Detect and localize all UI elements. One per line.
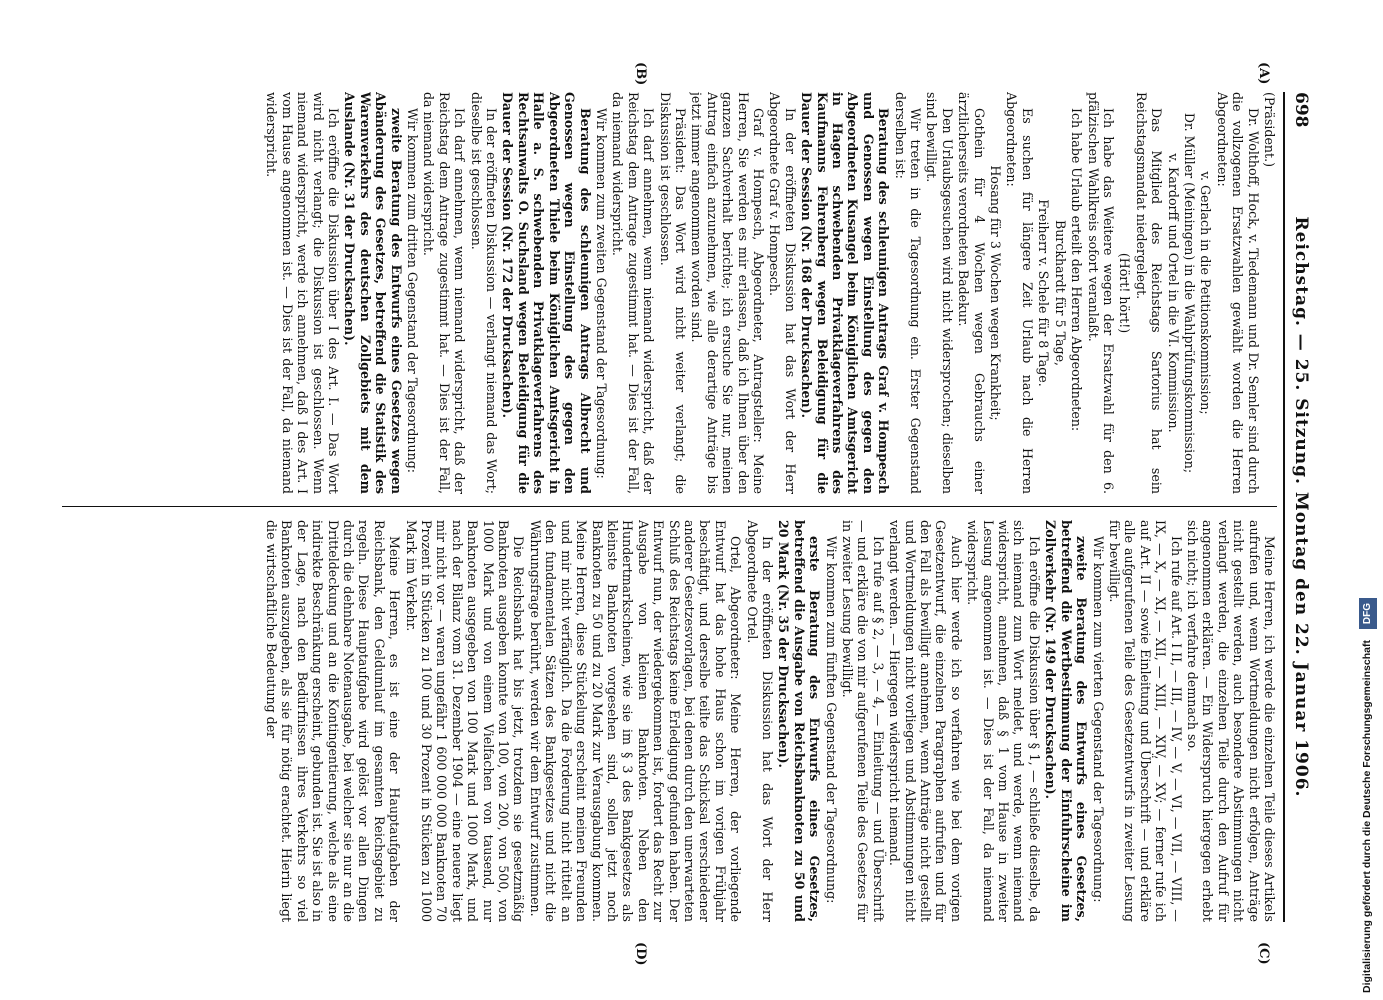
credit-text: Digitalisierung gefördert durch die Deutsche Forschungsgemeinschaft — [1361, 640, 1373, 993]
left-column — [57, 92, 1277, 494]
margin-marker-d: (D) — [633, 942, 648, 966]
paragraph: In der eröffneten Diskussion hat das Wort der Herr Abgeordnete Ortel. — [744, 520, 775, 922]
page-content — [51, 92, 1311, 922]
paragraph: Ich eröffne die Diskussion über I des Art. I. — Das Wort wird nicht verlangt; die Diskussion ist geschlossen. Wenn niemand widerspricht, werde ich annehmen, daß I des Art. I vom Hause angenommen ist. — Dies ist der Fall, da niemand widerspricht. — [264, 92, 342, 494]
paragraph: Ich habe Urlaub erteilt den Herren Abgeordneten: — [1069, 108, 1085, 432]
margin-marker-a: (A) — [1256, 62, 1271, 85]
paragraph: Wir kommen zum fünften Gegenstand der Tagesordnung: — [823, 536, 839, 904]
paragraph: Dr. Müller (Meiningen) in die Wahlprüfungskommission; — [1181, 112, 1197, 474]
page-number: 698 — [1291, 92, 1311, 128]
paragraph: Dr. Wolthoff, Hock, v. Tiedemann und Dr. Semler sind durch die vollzogenen Ersatzwahlen gewählt worden die Herren Abgeordneten: — [1214, 92, 1261, 494]
paragraph: Das Mitglied des Reichstags Sartorius hat sein Reichstagsmandat niedergelegt. — [1133, 92, 1165, 494]
paragraph: Es suchen für längere Zeit Urlaub nach die Herren Abgeordneten: — [1004, 92, 1035, 494]
paragraph: Hosang für 3 Wochen wegen Krankheit; — [988, 165, 1004, 421]
paragraph: Ich rufe auf Art. I II, — III, — IV, — V, — VI, — VII, — VIII, — IX, — X, — XI, — XII, — XIII, — XIV, — XV; — ferner rufe ich auf Art. II — sowie Einleitung und Überschrift — und erkläre alle aufgerufenen Teile des Gesetzentwurfs in zweiter Lesung für bewilligt. — [1106, 520, 1184, 922]
header-rule — [1283, 92, 1285, 922]
speech: Graf v. Hompesch, Abgeordneter, Antragsteller: Meine Herren, Sie werden es mir erlassen, daß ich Ihnen über den ganzen Sachverhalt berichte; ich ersuche Sie nur, meinen Antrag einfach anzunehmen, wie alle derartige Anträge bis jetzt immer angenommen worden sind. — [689, 92, 766, 494]
paragraph: Meine Herren, ich werde die einzelnen Teile dieses Artikels aufrufen und, wenn Wortmeldungen nicht erfolgen, Anträge nicht gestellt werden, auch besondere Abstimmungen nicht verlangt werden, die einzelnen Teile durch den Aufruf für angenommen erklären. — Ein Widerspruch hiergegen erhebt sich nicht; ich verfahre demnach so. — [1184, 520, 1277, 922]
paragraph: Auch hier werde ich so verfahren wie bei dem vorigen Gesetzentwurf, die einzelnen Paragraphen aufrufen und für den Fall als bewilligt annehmen, wenn Anträge nicht gestellt und Wortmeldungen nicht vorliegen und Abstimmungen nicht verlangt werden. — Hiergegen widerspricht niemand. — [887, 520, 964, 922]
right-column — [57, 520, 1277, 922]
column-rule — [62, 506, 1277, 507]
dfg-logo: DFG — [1359, 598, 1377, 629]
paragraph: Ich habe das Weitere wegen der Ersatzwahl für den 6. pfälzischen Wahlkreis sofort veranlaßt. — [1085, 92, 1116, 494]
paragraph: Ich rufe auf § 2, — 3, — 4, — Einleitung — und Überschrift — und erkläre die von mir aufgerufenen Teile des Gesetzes für in zweiter Lesung bewilligt. — [840, 520, 886, 922]
paragraph: Gothein für 4 Wochen wegen Gebrauchs einer ärztlicherseits verordneten Badekur. — [956, 92, 987, 494]
agenda-item: erste Beratung des Entwurfs eines Gesetzes, betreffend die Ausgabe von Reichsbanknoten zu 50 und 20 Mark (Nr. 35 der Drucksachen). — [776, 520, 823, 922]
running-head — [1287, 92, 1311, 922]
paragraph: Meine Herren, es ist eine der Hauptaufgaben der Reichsbank, den Geldumlauf im gesamten Reichsgebiet zu regeln. Diese Hauptaufgabe wird gelöst vor allen Dingen durch die dehnbare Notenausgabe, bei welcher sie nur an die Dritteldeckung und an die Kontingentierung, welche als eine indirekte Beschränkung erscheint, gebunden ist. Sie ist also in der Lage, nach den Bedürfnissen ihres Verkehrs so viel Banknoten auszugeben, als sie für nötig erachtet. Hierin liegt die wirtschaftliche Bedeutung der — [264, 520, 403, 922]
digitization-credit — [1358, 8, 1376, 993]
paragraph: Wir kommen zum dritten Gegenstand der Tagesordnung: — [405, 108, 421, 474]
paragraph: Ich darf annehmen, wenn niemand widerspricht, daß der Reichstag dem Antrage zugestimmt hat. — Dies ist der Fall, da niemand widerspricht. — [421, 92, 468, 494]
paragraph: Wir kommen zum vierten Gegenstand der Tagesordnung: — [1090, 536, 1106, 903]
paragraph: Freiherr v. Schele für 8 Tage. — [1036, 199, 1052, 387]
speech: Präsident: Das Wort wird nicht weiter verlangt; die Diskussion ist geschlossen. — [657, 92, 688, 494]
paragraph: Die Reichsbank hat bis jetzt, trotzdem sie gesetzmäßig Banknoten ausgeben konnte von 100, von 200, von 500, von 1000 Mark und von einem Vielfachen von tausend, nur Banknoten ausgegeben von 100 Mark und 1000 Mark, und nach der Bilanz vom 31. Dezember 1904 — eine neuere liegt mir nicht vor — waren ungefähr 1 600 000 000 Banknoten 70 Prozent in Stücken zu 100 und 30 Prozent in Stücken zu 1000 Mark im Verkehr. — [403, 520, 527, 922]
paragraph: Burckhardt für 5 Tage, — [1052, 219, 1068, 367]
agenda-item: Beratung des schleunigen Antrags Graf v. Hompesch und Genossen wegen Einstellung des gegen den Abgeordneten Kusangel beim Königlichen Amtsgericht in Hagen schwebenden Privatklageverfahrens des Kaufmanns Fehrenberg wegen Beleidigung für die Dauer der Session (Nr. 168 der Drucksachen). — [799, 92, 892, 494]
margin-marker-c: (C) — [1256, 942, 1271, 965]
speech: Ortel, Abgeordneter: Meine Herren, der vorliegende Entwurf hat das hohe Haus schon im vorigen Frühjahr beschäftigt, und derselbe teilte das Schicksal verschiedener anderer Gesetzesvorlagen, bei denen durch den unerwarteten Schluß des Reichstags keine Erledigung gefunden haben. Der Entwurf nun, der wiedergekommen ist, fordert das Recht zur Ausgabe von kleinen Banknoten. Neben den Hundertmarkscheinen, wie sie im § 3 des Bankgesetzes als kleinste Banknoten vorgesehen sind, sollen jetzt noch Banknoten zu 50 und zu 20 Mark zur Verausgabung kommen. Meine Herren, diese Stückelung erscheint meinen Freunden und mir nicht verfänglich. Da die Forderung nicht rüttelt an den fundamentalen Sätzen des Bankgesetzes und nicht die Währungsfrage berührt, werden wir dem Entwurf zustimmen. — [527, 520, 744, 922]
paragraph: Ich eröffne die Diskussion über § 1, — schließe dieselbe, da sich niemand zum Wort meldet, und werde, wenn niemand widerspricht, annehmen, daß § 1 vom Hause in zweiter Lesung angenommen ist. — Dies ist der Fall, da niemand widerspricht. — [965, 520, 1042, 922]
margin-marker-b: (B) — [633, 62, 648, 86]
paragraph: Ich darf annehmen, wenn niemand widerspricht, daß der Reichstag dem Antrage zugestimmt hat. — Dies ist der Fall, da niemand widerspricht. — [610, 92, 657, 494]
interjection: (Hört! hört!) — [1117, 252, 1133, 334]
page-title: Reichstag. — 25. Sitzung. Montag den 22. Januar 1906. — [1291, 216, 1311, 798]
paragraph: Den Urlaubsgesuchen wird nicht widersprochen; dieselben sind bewilligt. — [924, 92, 955, 494]
agenda-item: zweite Beratung des Entwurfs eines Gesetzes wegen Abänderung des Gesetzes, betreffend die Statistik des Warenverkehrs des deutschen Zollgebiets mit dem Auslande (Nr. 31 der Drucksachen). — [342, 92, 404, 494]
paragraph: (Präsident.) — [1262, 92, 1277, 168]
paragraph: In der eröffneten Diskussion hat das Wort der Herr Abgeordnete Graf v. Hompesch. — [767, 92, 798, 494]
paragraph: Wir kommen zum zweiten Gegenstand der Tagesordnung: — [593, 108, 609, 479]
paragraph: Wir treten in die Tagesordnung ein. Erster Gegenstand derselben ist: — [892, 92, 924, 494]
paragraph: v. Kardorff und Ortel in die VI. Kommission. — [1165, 153, 1181, 433]
agenda-item: zweite Beratung des Entwurfs eines Gesetzes, betreffend die Wertbestimmung der Einfuhrscheine im Zollverkehr (Nr. 149 der Drucksachen). — [1043, 520, 1090, 922]
agenda-item: Beratung des schleunigen Antrags Albrecht und Genossen wegen Einstellung des gegen den Abgeordneten Thiele beim Königlichen Amtsgericht in Halle a. S. schwebenden Privatklageverfahrens des Rechtsanwalts O. Suchsland wegen Beleidigung für die Dauer der Session (Nr. 172 der Drucksachen). — [500, 92, 593, 494]
paragraph: v. Gerlach in die Petitionskommission; — [1198, 171, 1214, 415]
paragraph: In der eröffneten Diskussion — verlangt niemand das Wort; dieselbe ist geschlossen. — [468, 92, 500, 494]
